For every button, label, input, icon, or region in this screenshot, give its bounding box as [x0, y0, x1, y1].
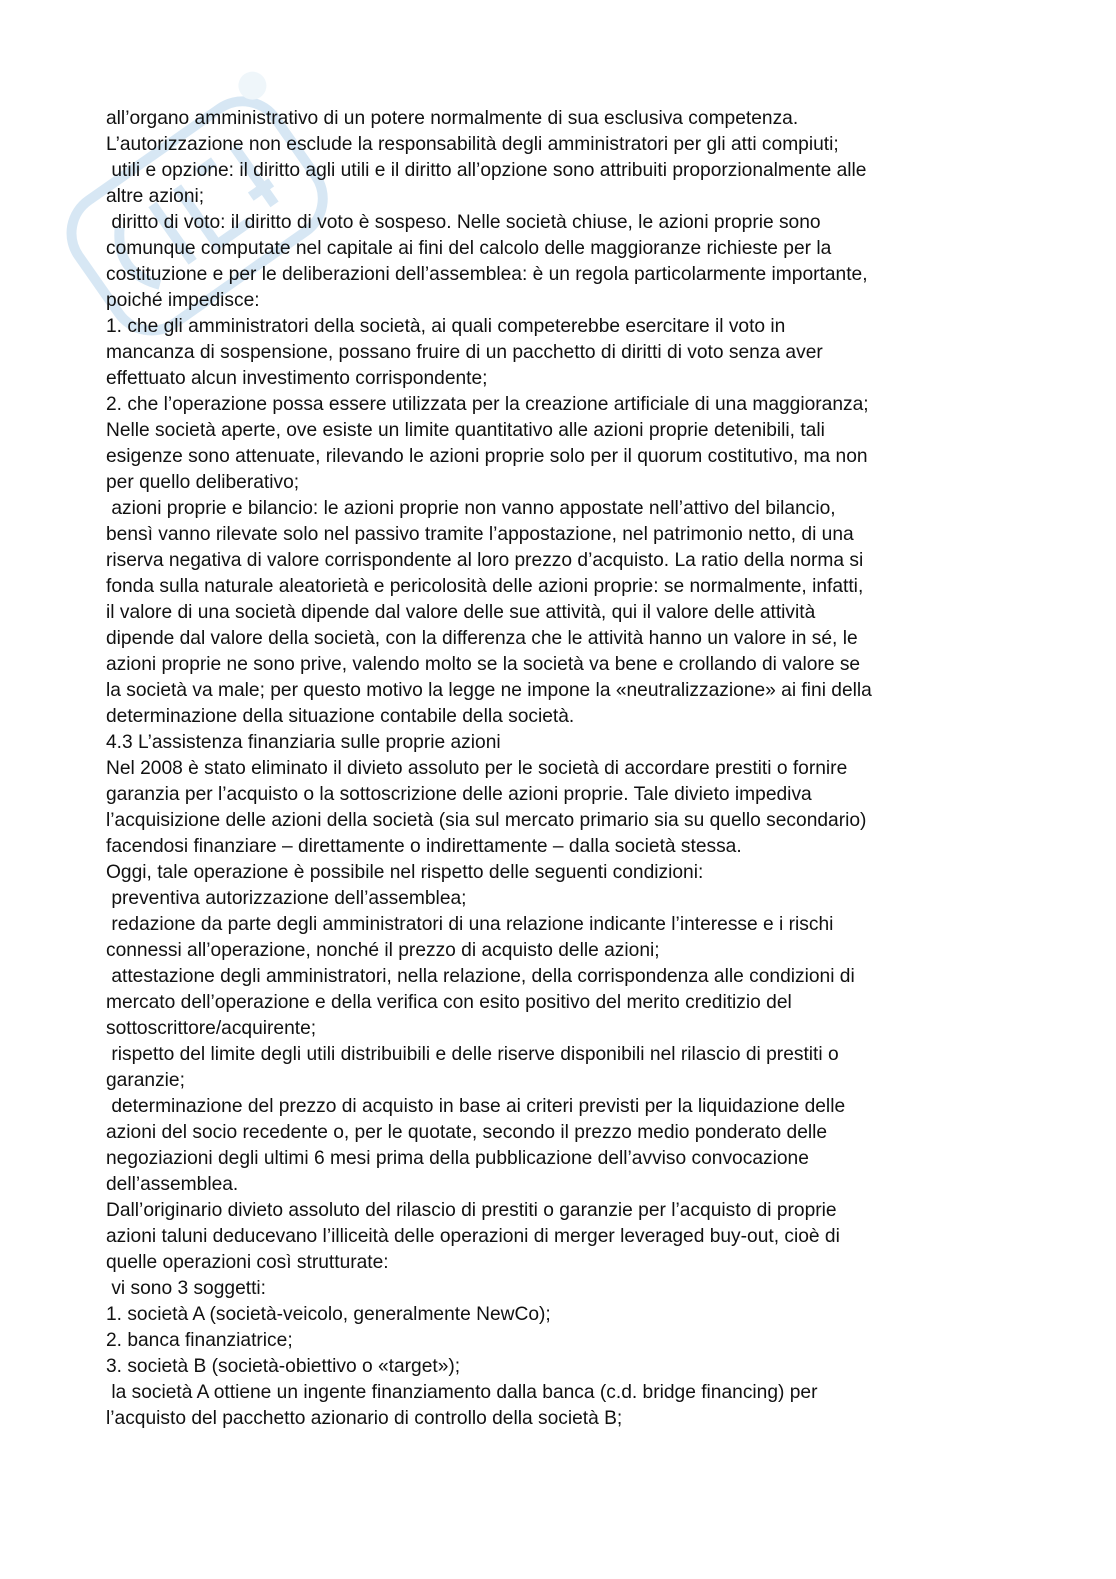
- text-line: fonda sulla naturale aleatorietà e pericolosità delle azioni proprie: se normalmente, infatti,: [106, 576, 864, 597]
- text-line: 1. società A (società-veicolo, generalmente NewCo);: [106, 1304, 551, 1325]
- text-line: Nel 2008 è stato eliminato il divieto assoluto per le società di accordare prestiti o fornire: [106, 758, 848, 779]
- text-line: Oggi, tale operazione è possibile nel rispetto delle seguenti condizioni:: [106, 862, 704, 883]
- text-line: 2. banca finanziatrice;: [106, 1330, 293, 1351]
- text-line: altre azioni;: [106, 186, 205, 207]
- text-line: costituzione e per le deliberazioni dell’assemblea: è un regola particolarmente importante,: [106, 264, 868, 285]
- text-line: 4.3 L’assistenza finanziaria sulle proprie azioni: [106, 732, 501, 753]
- text-line: riserva negativa di valore corrispondente al loro prezzo d’acquisto. La ratio della norma si: [106, 550, 864, 571]
- text-line: dell’assemblea.: [106, 1174, 239, 1195]
- text-line: Nelle società aperte, ove esiste un limite quantitativo alle azioni proprie detenibili, tali: [106, 420, 825, 441]
- text-line: l’acquisizione delle azioni della società (sia sul mercato primario sia su quello secondario): [106, 810, 867, 831]
- text-line: per quello deliberativo;: [106, 472, 300, 493]
- text-line: il valore di una società dipende dal valore delle sue attività, qui il valore delle attività: [106, 602, 816, 623]
- text-line: dipende dal valore della società, con la differenza che le attività hanno un valore in sé, le: [106, 628, 858, 649]
- text-line: azioni proprie e bilancio: le azioni proprie non vanno appostate nell’attivo del bilancio,: [106, 498, 836, 519]
- text-line: determinazione della situazione contabile della società.: [106, 706, 575, 727]
- text-line: determinazione del prezzo di acquisto in base ai criteri previsti per la liquidazione delle: [106, 1096, 846, 1117]
- text-line: comunque computate nel capitale ai fini del calcolo delle maggioranze richieste per la: [106, 238, 832, 259]
- document-body: [106, 106, 1006, 1432]
- text-line: L’autorizzazione non esclude la responsabilità degli amministratori per gli atti compiuti;: [106, 134, 839, 155]
- text-line: rispetto del limite degli utili distribuibili e delle riserve disponibili nel rilascio di prestiti o: [106, 1044, 839, 1065]
- text-line: Dall’originario divieto assoluto del rilascio di prestiti o garanzie per l’acquisto di proprie: [106, 1200, 837, 1221]
- text-line: effettuato alcun investimento corrispondente;: [106, 368, 488, 389]
- text-line: quelle operazioni così strutturate:: [106, 1252, 389, 1273]
- text-line: garanzie;: [106, 1070, 185, 1091]
- text-line: sottoscrittore/acquirente;: [106, 1018, 317, 1039]
- text-line: l’acquisto del pacchetto azionario di controllo della società B;: [106, 1408, 623, 1429]
- text-line: redazione da parte degli amministratori di una relazione indicante l’interesse e i rischi: [106, 914, 834, 935]
- text-line: azioni taluni deducevano l’illiceità delle operazioni di merger leveraged buy-out, cioè di: [106, 1226, 840, 1247]
- text-line: all’organo amministrativo di un potere normalmente di sua esclusiva competenza.: [106, 108, 799, 129]
- text-line: connessi all’operazione, nonché il prezzo di acquisto delle azioni;: [106, 940, 660, 961]
- text-line: poiché impedisce:: [106, 290, 260, 311]
- text-line: mancanza di sospensione, possano fruire di un pacchetto di diritti di voto senza aver: [106, 342, 823, 363]
- text-line: utili e opzione: il diritto agli utili e il diritto all’opzione sono attribuiti proporzionalmente alle: [106, 160, 867, 181]
- text-line: attestazione degli amministratori, nella relazione, della corrispondenza alle condizioni di: [106, 966, 855, 987]
- text-line: diritto di voto: il diritto di voto è sospeso. Nelle società chiuse, le azioni proprie sono: [106, 212, 821, 233]
- text-line: 1. che gli amministratori della società, ai quali competerebbe esercitare il voto in: [106, 316, 786, 337]
- text-line: bensì vanno rilevate solo nel passivo tramite l’appostazione, nel patrimonio netto, di una: [106, 524, 854, 545]
- text-line: negoziazioni degli ultimi 6 mesi prima della pubblicazione dell’avviso convocazione: [106, 1148, 809, 1169]
- text-line: la società A ottiene un ingente finanziamento dalla banca (c.d. bridge financing) per: [106, 1382, 818, 1403]
- text-line: vi sono 3 soggetti:: [106, 1278, 266, 1299]
- text-line: azioni del socio recedente o, per le quotate, secondo il prezzo medio ponderato delle: [106, 1122, 828, 1143]
- text-line: mercato dell’operazione e della verifica con esito positivo del merito creditizio del: [106, 992, 792, 1013]
- text-line: garanzia per l’acquisto o la sottoscrizione delle azioni proprie. Tale divieto impediva: [106, 784, 812, 805]
- text-line: esigenze sono attenuate, rilevando le azioni proprie solo per il quorum costitutivo, ma non: [106, 446, 868, 467]
- text-line: 3. società B (società-obiettivo o «target»);: [106, 1356, 461, 1377]
- text-line: la società va male; per questo motivo la legge ne impone la «neutralizzazione» ai fini della: [106, 680, 872, 701]
- text-line: 2. che l’operazione possa essere utilizzata per la creazione artificiale di una maggioranza;: [106, 394, 869, 415]
- text-line: azioni proprie ne sono prive, valendo molto se la società va bene e crollando di valore se: [106, 654, 861, 675]
- text-line: facendosi finanziare – direttamente o indirettamente – dalla società stessa.: [106, 836, 742, 857]
- text-line: preventiva autorizzazione dell’assemblea;: [106, 888, 467, 909]
